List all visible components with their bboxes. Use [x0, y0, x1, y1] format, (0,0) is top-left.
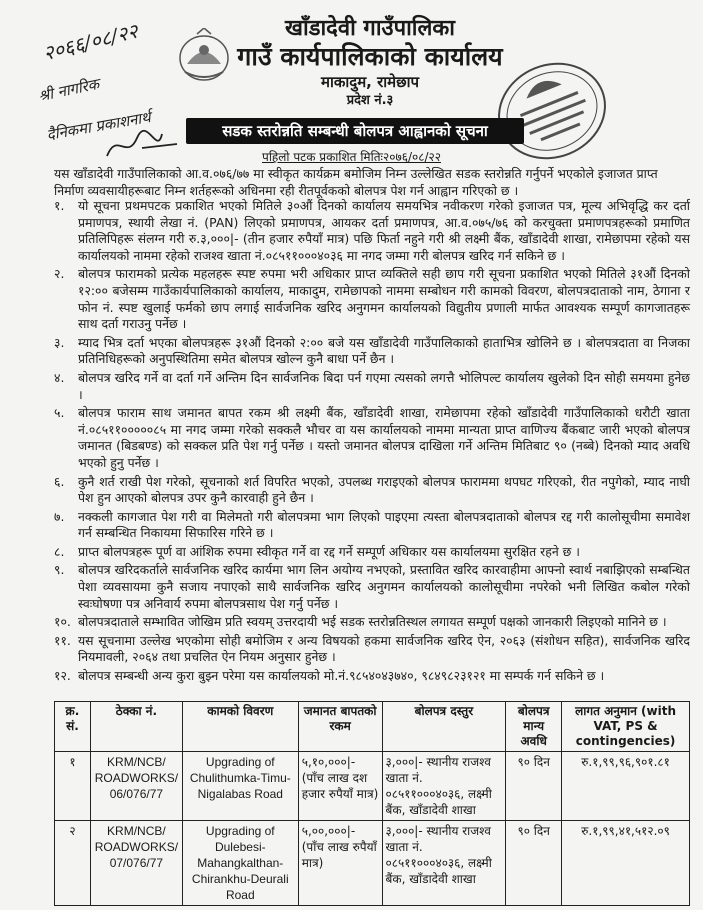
- term-text: बोलपत्र सम्बन्धी अन्य कुरा बुझ्न परेमा यस कार्यालयको मो.नं.९८५४०४३७४०, ९८४९८२३१२१ मा सम्पर्क गर्न सकिने छ ।: [78, 668, 605, 684]
- cell-bid-validity: ९० दिन: [506, 752, 562, 821]
- term-number: ११.: [54, 632, 71, 648]
- term-number: ४.: [54, 369, 65, 385]
- term-text: यो सूचना प्रथमपटक प्रकाशित भएको मितिले ३०औं दिनको कार्यालय समयभित्र नवीकरण गरेको इजाजत पत्र, मूल्य अभिवृद्धि कर दर्ता प्रमाणपत्र, स्थायी लेखा नं. (PAN) लिएको प्रमाणपत्र, आयकर दर्ता प्रमाणपत्र, आ.व.०७५/७६ को करचुक्ता प्रमाणपत्रहरूको प्रमाणित प्रतिलिपिहरू संलग्न गरी रु.३,०००|- (तीन हजार रुपैयाँ मात्र) पछि फिर्ता नहुने गरी श्री लक्ष्मी बैंक, खाँडादेवी शाखा, रामेछापमा रहेको यस कार्यालयको नाममा रहेको राजश्व खाता नं.०८५११०००४०३६ मा नगद जम्मा गरी बोलपत्र खरिद गर्न सकिने छ ।: [78, 198, 690, 263]
- province-label: प्रदेश नं.३: [346, 93, 394, 108]
- term-number: १०.: [54, 614, 71, 630]
- cell-bid-security: ५,१०,०००|- (पाँच लाख दश हजार रुपैयाँ मात्र): [298, 752, 382, 821]
- term-number: ३.: [54, 334, 65, 350]
- term-item: [54, 633, 690, 666]
- cell-contract-no: KRM/NCB/ ROADWORKS/ 06/076/77: [90, 752, 182, 821]
- header-sn: क्र. सं.: [55, 702, 91, 752]
- office-seal-stamp: [493, 52, 611, 170]
- cell-work-description: Upgrading of Dulebesi-Mahangkalthan-Chirankhu-Deurali Road: [182, 821, 298, 906]
- term-item: [54, 198, 690, 264]
- office-header: [200, 16, 540, 110]
- header-work-description: कामको विवरण: [182, 702, 298, 752]
- term-number: ८.: [54, 543, 65, 559]
- cell-cost-estimate: रु.१,९९,४१,५१२.०९: [562, 821, 690, 906]
- term-text: बोलपत्र खरिदकर्ताले सार्वजनिक खरिद कार्यमा भाग लिन अयोग्य नभएको, प्रस्तावित खरिद कारवाहीमा आफ्नो स्वार्थ नबाझिएको सम्बन्धित पेशा व्यवसायमा कुनै सजाय नपाएको साथै सार्वजनिक खरिद अनुगमन कार्यालयको कालोसूचीमा नपरेको भनी लिखित कबोल गरेको स्वःघोषणा पत्र अनिवार्य रुपमा बोलपत्रसाथ पेश गर्नु पर्नेछ ।: [78, 562, 690, 611]
- term-text: बोलपत्र खरिद गर्ने वा दर्ता गर्ने अन्तिम दिन सार्वजनिक बिदा पर्न गएमा त्यसको लगत्तै भोलिपल्ट कार्यालय खुलेको दिन सोही समयमा हुनेछ ।: [78, 369, 690, 402]
- term-number: ७.: [54, 508, 65, 524]
- header-cost-estimate: लागत अनुमान (with VAT, PS & contingencies): [562, 702, 690, 752]
- cell-bid-fee: ३,०००|- स्थानीय राजश्व खाता नं. ०८५११०००४०३६, लक्ष्मी बैंक, खाँडादेवी शाखा: [382, 821, 506, 906]
- handwritten-recipient: श्री नागरिक: [36, 74, 101, 106]
- term-item: [54, 562, 690, 612]
- office-name: गाउँ कार्यपालिकाको कार्यालय: [237, 42, 503, 71]
- cell-bid-validity: ९० दिन: [506, 821, 562, 906]
- terms-list: [54, 198, 690, 687]
- term-text: यस सूचनामा उल्लेख भएकोमा सोही बमोजिम र अन्य विषयको हकमा सार्वजनिक खरिद ऐन, २०६३ (संशोधन सहित), सार्वजनिक खरिद नियमावली, २०६४ तथा प्रचलित ऐन नियम अनुसार हुनेछ ।: [78, 632, 690, 665]
- term-text: म्याद भित्र दर्ता भएका बोलपत्रहरू ३१औं दिनको २:०० बजे यस खाँडादेवी गाउँपालिकाको हाताभित्र खोलिने छ । बोलपत्रदाता वा निजका प्रतिनिधिहरूको अनुपस्थितिमा समेत बोलपत्र खोल्न कुनै बाधा पर्ने छैन ।: [78, 334, 690, 367]
- notice-title: सडक स्तरोन्नति सम्बन्धी बोलपत्र आह्वानको सूचना: [186, 118, 524, 144]
- term-text: कुनै शर्त राखी पेश गरेको, सूचनाको शर्त विपरित भएको, उपलब्ध गराइएको बोलपत्र फाराममा थपघट गरिएको, रीत नपुगेको, म्याद नाघी पेश हुन आएको बोलपत्र उपर कुनै कारवाही हुने छैन ।: [78, 473, 690, 506]
- term-number: १२.: [54, 668, 71, 684]
- handwritten-instruction: दैनिकमा प्रकाशनार्थ: [45, 107, 153, 145]
- term-item: [54, 266, 690, 332]
- table-row: [55, 821, 690, 906]
- term-number: २.: [54, 266, 65, 282]
- cell-sn: १: [55, 752, 91, 821]
- term-text: प्राप्त बोलपत्रहरू पूर्ण वा आंशिक रुपमा स्वीकृत गर्ने वा रद्द गर्ने सम्पूर्ण अधिकार यस कार्यालयमा सुरक्षित रहने छ ।: [78, 543, 580, 559]
- header-bid-fee: बोलपत्र दस्तुर: [382, 702, 506, 752]
- first-published-date: पहिलो पटक प्रकाशित मितिः२०७६/०८/२२: [262, 150, 441, 164]
- contracts-table: [54, 701, 690, 906]
- table-row: [55, 752, 690, 821]
- term-item: [54, 668, 690, 685]
- office-address: माकादुम, रामेछाप: [320, 73, 420, 91]
- cell-bid-fee: ३,०००|- स्थानीय राजश्व खाता नं. ०८५११०००४०३६, लक्ष्मी बैंक, खाँडादेवी शाखा: [382, 752, 506, 821]
- term-number: ५.: [54, 405, 65, 421]
- municipality-name: खाँडादेवी गाउँपालिका: [285, 16, 455, 41]
- intro-paragraph: यस खाँडादेवी गाउँपालिकाको आ.व.०७६/७७ मा स्वीकृत कार्यक्रम बमोजिम निम्न उल्लेखित सडक स्तरोन्नति गर्नुपर्ने भएकोले इजाजत प्राप्त निर्माण व्यवसायीहरूबाट निम्न शर्तहरूको अधिनमा रही रीतपूर्वकको बोलपत्र पेश गर्न आह्वान गरिएको छ ।: [54, 166, 658, 198]
- header-contract-no: ठेक्का नं.: [90, 702, 182, 752]
- cell-sn: २: [55, 821, 91, 906]
- cell-bid-security: ५,००,०००|- (पाँच लाख रुपैयाँ मात्र): [298, 821, 382, 906]
- header-bid-validity: बोलपत्र मान्य अवधि: [506, 702, 562, 752]
- term-item: [54, 474, 690, 507]
- term-text: नक्कली कागजात पेश गरी वा मिलेमतो गरी बोलपत्रमा भाग लिएको पाइएमा त्यस्ता बोलपत्रदाताको बोलपत्र रद्द गरी कालोसूचीमा समावेश गर्न सम्बन्धित निकायमा सिफारिस गरिने छ ।: [78, 508, 690, 541]
- cell-contract-no: KRM/NCB/ ROADWORKS/ 07/076/77: [90, 821, 182, 906]
- term-item: [54, 405, 690, 471]
- handwritten-date: २०६६/०८/२२: [40, 18, 141, 66]
- cell-cost-estimate: रु.१,९९,९६,९०१.८१: [562, 752, 690, 821]
- term-text: बोलपत्र फाराम साथ जमानत बापत रकम श्री लक्ष्मी बैंक, खाँडादेवी शाखा, रामेछापमा रहेको खाँडादेवी गाउँपालिकाको धरौटी खाता नं.०८५११०००००८५ मा नगद जम्मा गरेको सक्कलै भौचर वा यस कार्यालयको नाममा मान्यता प्राप्त वाणिज्य बैंकबाट जारी भएको बोलपत्र जमानत (बिडबण्ड) को सक्कल प्रति पेश गर्नु पर्नेछ । यस्तो जमानत बोलपत्र दाखिला गर्ने अन्तिम मितिबाट ९० (नब्बे) दिनको म्याद अवधि भएको हुनु पर्नेछ ।: [78, 405, 690, 470]
- table-header-row: [55, 702, 690, 752]
- term-item: [54, 335, 690, 368]
- term-number: ९.: [54, 562, 65, 578]
- term-item: [54, 614, 690, 631]
- cell-work-description: Upgrading of Chulithumka-Timu-Nigalabas Road: [182, 752, 298, 821]
- header-bid-security: जमानत बापतको रकम: [298, 702, 382, 752]
- signature-icon: [102, 126, 182, 166]
- term-item: [54, 509, 690, 542]
- term-number: १.: [54, 198, 65, 213]
- term-item: [54, 370, 690, 403]
- term-text: बोलपत्र फारामको प्रत्येक महलहरू स्पष्ट रुपमा भरी अधिकार प्राप्त व्यक्तिले सही छाप गरी सूचना प्रकाशित भएको मितिले ३१औं दिनको १२:०० बजेसम्म गाउँकार्यपालिकाको कार्यालय, माकादुम, रामेछापको नाममा सम्बोधन गरी कामको विवरण, बोलपत्रदाताको नाम, ठेगाना र फोन नं. स्पष्ट खुलाई फर्मको छाप लगाई सार्वजनिक खरिद अनुगमन कार्यालयको विद्युतीय प्रणाली मार्फत आवश्यक सम्पूर्ण कागजातहरू साथ दर्ता गराउनु पर्नेछ ।: [78, 266, 690, 332]
- term-number: ६.: [54, 473, 65, 489]
- term-text: बोलपत्रदाताले सम्भावित जोखिम प्रति स्वयम् उत्तरदायी भई सडक स्तरोन्नतिस्थल लगायत सम्पूर्ण पक्षको जानकारी लिइएको मानिने छ ।: [78, 614, 667, 630]
- term-item: [54, 544, 690, 561]
